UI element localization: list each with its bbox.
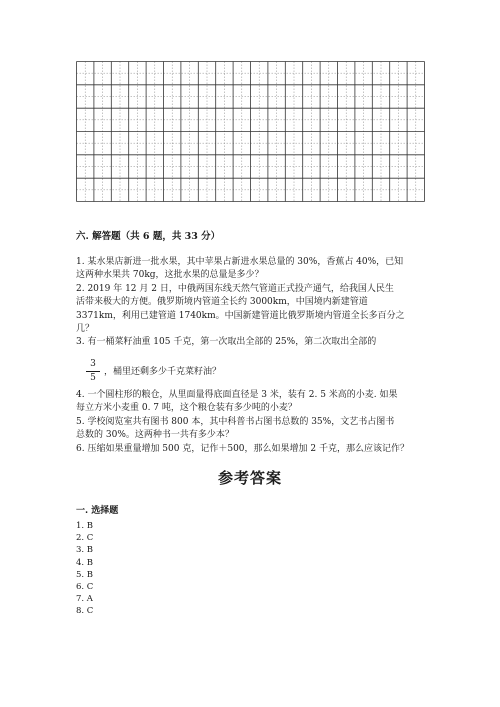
question-line: ，桶里还剩多少千克菜籽油？	[104, 367, 222, 377]
section-six-heading: 六. 解答题（共 6 题，共 33 分）	[76, 231, 221, 242]
question-line: 总数的 30%。这两种书一共有多少本？	[76, 430, 234, 441]
question-line: 2. 2019 年 12 月 2 日，中俄两国东线天然气管道正式投产通气，给我国人民生	[76, 283, 394, 294]
answer-title: 参考答案	[217, 469, 282, 487]
answer-section-heading: 一. 选择题	[76, 506, 119, 516]
question-line: 6. 压缩如果重量增加 500 克，记作＋500，那么如果增加 2 千克，那么应该记作？	[76, 443, 409, 454]
question-line: 1. 某水果店新进一批水果，其中苹果占新进水果总量的 30%，香蕉占 40%，已知	[76, 257, 404, 267]
question-line: 5. 学校阅览室共有图书 800 本，其中科普书占图书总数的 35%，文艺书占图书	[76, 416, 395, 427]
fraction-denominator: 5	[90, 373, 96, 383]
answer-item: 8. C	[76, 606, 94, 617]
answer-item: 3. B	[76, 545, 94, 556]
question-line: 每立方米小麦重 0. 7 吨，这个粮仓装有多少吨的小麦？	[76, 403, 297, 414]
question-line: 这两种水果共 70kg，这批水果的总量是多少？	[76, 270, 264, 281]
question-line: 4. 一个圆柱形的粮仓，从里面量得底面直径是 3 米，装有 2. 5 米高的小麦. 如果	[76, 390, 398, 400]
answer-item: 7. A	[76, 594, 93, 605]
writing-grid	[76, 61, 425, 202]
question-line: 几？	[76, 324, 95, 334]
question-line: 3371km，利用已建管道 1740km。中国新建管道比俄罗斯境内管道全长多百分之	[76, 310, 405, 321]
answer-list	[76, 520, 93, 618]
answer-item: 6. C	[76, 582, 94, 593]
fraction	[86, 359, 100, 384]
answer-item: 1. B	[76, 521, 94, 531]
answer-item: 4. B	[76, 557, 94, 568]
grid-lines	[76, 61, 425, 202]
answer-item: 5. B	[76, 569, 94, 580]
question-line: 活带来极大的方便。俄罗斯境内管道全长约 3000km，中国境内新建管道	[76, 297, 368, 308]
question-line: 3. 有一桶菜籽油重 105 千克，第一次取出全部的 25%，第二次取出全部的	[76, 337, 377, 348]
answer-item: 2. C	[76, 533, 94, 544]
fraction-numerator: 3	[90, 359, 96, 369]
fraction-bar	[86, 371, 100, 372]
